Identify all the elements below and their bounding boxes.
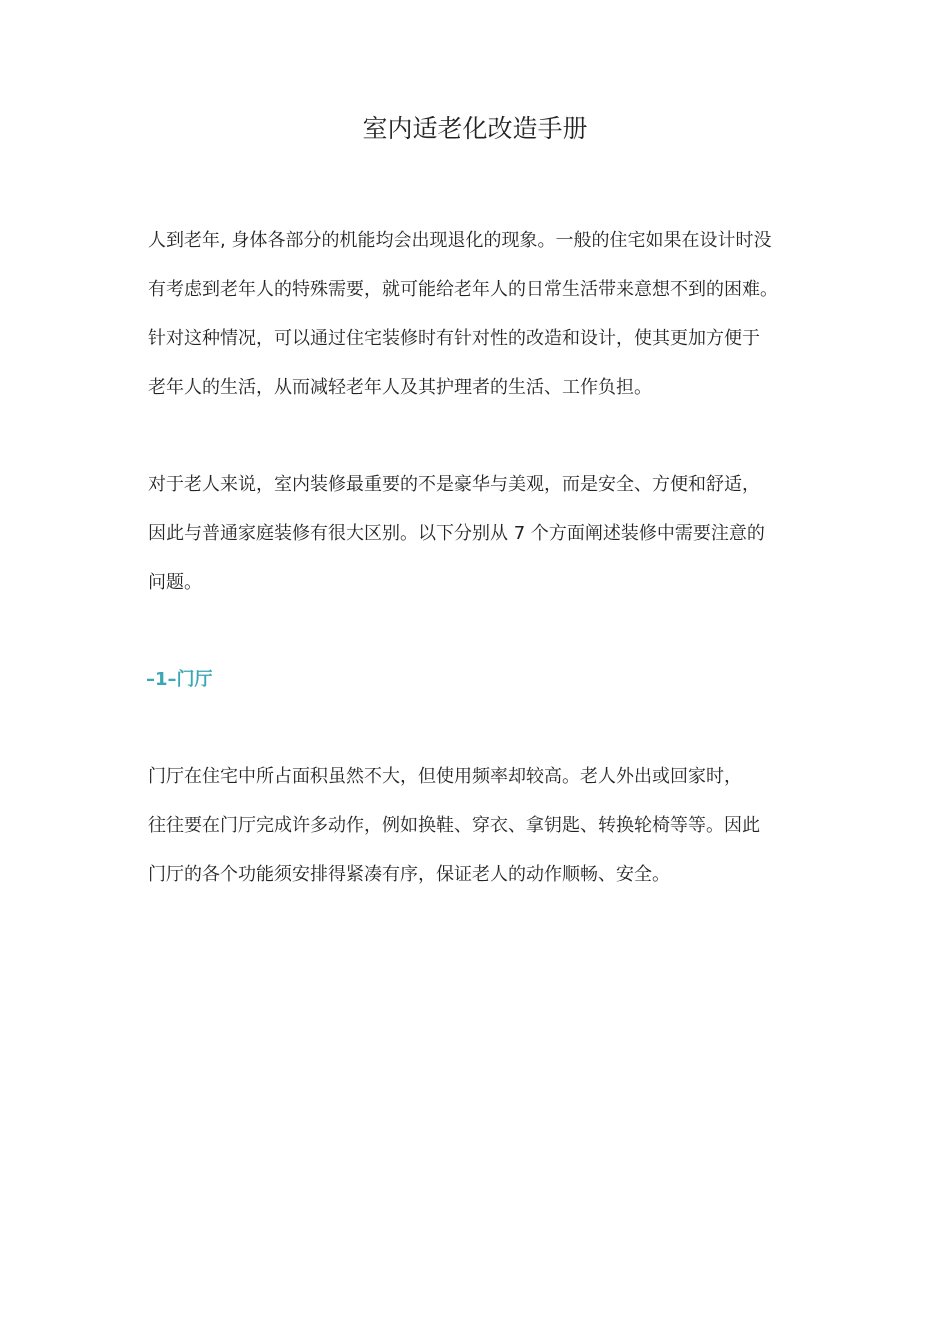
paragraph-line: 因此与普通家庭装修有很大区别。以下分别从 7 个方面阐述装修中需要注意的 [148,523,765,544]
section-heading-foyer: –1–门厅 [146,669,213,690]
paragraph-line: 门厅的各个功能须安排得紧凑有序，保证老人的动作顺畅、安全。 [148,864,670,885]
foyer-paragraph [148,752,828,899]
paragraph-line: 老年人的生活，从而减轻老年人及其护理者的生活、工作负担。 [148,377,652,398]
intro-paragraph [148,216,828,412]
paragraph-line: 人到老年, 身体各部分的机能均会出现退化的现象。一般的住宅如果在设计时没 [148,230,772,251]
paragraph-line: 有考虑到老年人的特殊需要，就可能给老年人的日常生活带来意想不到的困难。 [148,279,778,300]
paragraph-line: 针对这种情况，可以通过住宅装修时有针对性的改造和设计，使其更加方便于 [148,328,760,349]
paragraph-line: 往往要在门厅完成许多动作，例如换鞋、穿衣、拿钥匙、转换轮椅等等。因此 [148,815,760,836]
paragraph-line: 问题。 [148,572,202,593]
paragraph-line: 对于老人来说，室内装修最重要的不是豪华与美观，而是安全、方便和舒适， [148,474,760,495]
overview-paragraph [148,460,828,607]
document-title: 室内适老化改造手册 [362,114,588,143]
paragraph-line: 门厅在住宅中所占面积虽然不大，但使用频率却较高。老人外出或回家时， [148,766,742,787]
